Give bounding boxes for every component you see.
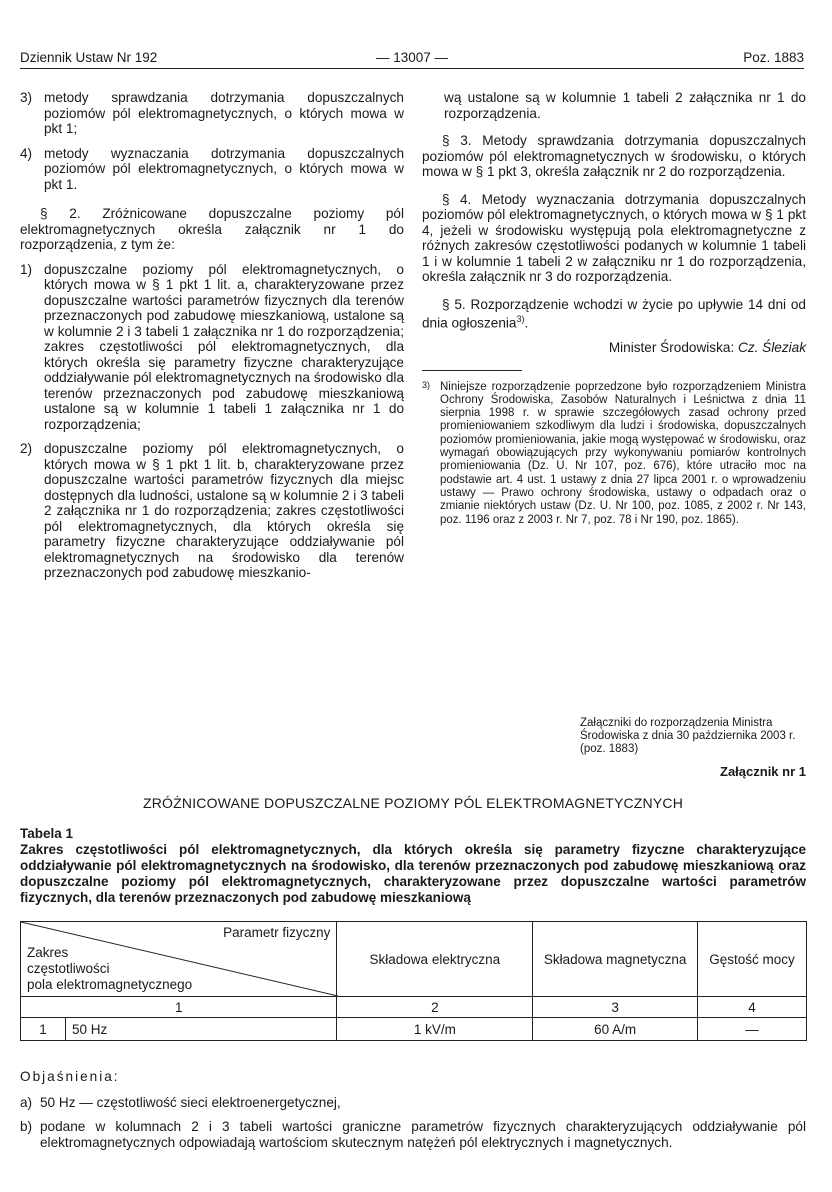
list-item: a) 50 Hz — częstotliwość sieci elektroenergetycznej, xyxy=(20,1095,341,1110)
list-item: 1) dopuszczalne poziomy pól elektromagnetycznych, o których mowa w § 1 pkt 1 lit. a, charakteryzowane przez dopuszczalne wartości parametrów fizycznych dla terenów przeznaczonych pod zabudowę mieszkaniową, ustalone są w kolumnie 2 i 3 tabeli 1 załącznika nr 1 do rozporządzenia; zakres częstotliwości pól elektromagnetycznych, dla których określa się parametry fizyczne charakteryzujące oddziaływanie pól elektromagnetycznych na środowisko dla terenów przeznaczonych pod zabudowę mieszkaniową ustalone są w kolumnie 1 tabeli 1 załącznika nr 1 do rozporządzenia; xyxy=(20,261,404,432)
col-number: 4 xyxy=(698,997,807,1018)
header-magnetic: Składowa magnetyczna xyxy=(533,922,698,997)
right-column xyxy=(422,90,806,527)
explanations-title: Objaśnienia: xyxy=(20,1069,120,1084)
paragraph-5: § 5. Rozporządzenie wchodzi w życie po upływie 14 dni od dnia ogłoszenia$^{3)}$. xyxy=(422,296,806,331)
journal-title: Dziennik Ustaw Nr 192 xyxy=(20,50,158,65)
footnote-divider xyxy=(422,370,522,371)
row-range: 50 Hz xyxy=(65,1018,337,1041)
corner-bottom-label: Zakres częstotliwości pola elektromagnetycznego xyxy=(27,945,193,992)
table-label: Tabela 1 xyxy=(20,826,74,841)
explanations xyxy=(20,1069,806,1159)
row-electric: 1 kV/m xyxy=(337,1018,533,1041)
list-item: 2) dopuszczalne poziomy pól elektromagnetycznych, o których mowa w § 1 pkt 1 lit. b, charakteryzowane przez dopuszczalne wartości parametrów fizycznych dla miejsc dostępnych dla ludności, ustalone są w kolumnie 2 i 3 tabeli 2 załącznika nr 1 do rozporządzenia; zakres częstotliwości pól elektromagnetycznych, dla których określa się parametry fizyczne charakteryzujące oddziaływanie pól elektromagnetycznych na środowisko dla terenów przeznaczonych pod zabudowę mieszkanio- xyxy=(20,441,404,580)
row-magnetic: 60 A/m xyxy=(533,1018,698,1041)
corner-top-label: Parametr fizyczny xyxy=(223,925,331,940)
table-row xyxy=(21,1018,807,1041)
page-header xyxy=(20,50,804,69)
col-number: 3 xyxy=(533,997,698,1018)
position-number: Poz. 1883 xyxy=(743,50,804,65)
limits-table xyxy=(20,921,807,1041)
annex-number: Załącznik nr 1 xyxy=(720,764,806,779)
table-corner-cell xyxy=(21,922,337,997)
list-item: 4) metody wyznaczania dotrzymania dopuszczalnych poziomów pól elektromagnetycznych, o których mowa w pkt 1. xyxy=(20,145,404,192)
paragraph-4: § 4. Metody wyznaczania dotrzymania dopuszczalnych poziomów pól elektromagnetycznych, o których mowa w § 1 pkt 4, jeżeli w środowisku występują pola elektromagnetyczne z różnych zakresów częstotliwości podanych w kolumnie 1 tabeli 1 i w kolumnie 1 tabeli 2 w załączniku nr 1 do rozporządzenia, określa załącznik nr 3 do rozporządzenia. xyxy=(422,191,806,284)
header-power: Gęstość mocy xyxy=(698,922,807,997)
table-caption: Zakres częstotliwości pól elektromagnetycznych, dla których określa się parametry fizyczne charakteryzujące oddziaływanie pól elektromagnetycznych na środowisko, dla terenów przeznaczonych pod zabudowę mieszkaniową oraz dopuszczalne poziomy pól elektromagnetycznych, charakteryzowane przez dopuszczalne wartości parametrów fizycznych, dla terenów przeznaczonych pod zabudowę mieszkaniową xyxy=(20,842,806,905)
footnote-ref: 3) xyxy=(516,314,525,324)
list-item: 3) metody sprawdzania dotrzymania dopuszczalnych poziomów pól elektromagnetycznych, o których mowa w pkt 1; xyxy=(20,90,404,136)
annex-title: ZRÓŻNICOWANE DOPUSZCZALNE POZIOMY PÓL ELEKTROMAGNETYCZNYCH xyxy=(142,795,684,811)
col-number: 1 xyxy=(21,997,337,1018)
footnote: 3) Niniejsze rozporządzenie poprzedzone było rozporządzeniem Ministra Ochrony Środowiska, Zasobów Naturalnych i Leśnictwa z dnia 11 sierpnia 1998 r. w sprawie szczegółowych zasad ochrony przed promieniowaniem szkodliwym dla ludzi i środowiska, dopuszczalnych poziomów promieniowania, jakie mogą występować w środowisku, oraz wymagań obowiązujących przy wykonywaniu pomiarów kontrolnych promieniowania (Dz. U. Nr 107, poz. 676), które utraciło moc na podstawie art. 4 ust. 1 ustawy z dnia 27 lipca 2001 r. o wprowadzeniu ustawy — Prawo ochrony środowiska, ustawy o odpadach oraz o zmianie niektórych ustaw (Dz. U. Nr 100, poz. 1085, z 2002 r. Nr 143, poz. 1196 oraz z 2003 r. Nr 7, poz. 78 i Nr 190, poz. 1865). xyxy=(422,379,806,526)
paragraph-2: § 2. Zróżnicowane dopuszczalne poziomy pól elektromagnetycznych określa załącznik nr 1 do rozporządzenia, z tym że: xyxy=(20,206,404,252)
row-power: — xyxy=(698,1018,807,1041)
header-electric: Składowa elektryczna xyxy=(337,922,533,997)
signature: Minister Środowiska: Cz. Śleziak xyxy=(608,340,806,356)
annex-reference: Załączniki do rozporządzenia Ministra Środowiska z dnia 30 października 2003 r. (poz. 1883) xyxy=(580,717,796,755)
col-number: 2 xyxy=(337,997,533,1018)
paragraph-3: § 3. Metody sprawdzania dotrzymania dopuszczalnych poziomów pól elektromagnetycznych w środowisku, o których mowa w § 1 pkt 3, określa załącznik nr 2 do rozporządzenia. xyxy=(422,133,806,179)
page-number: — 13007 — xyxy=(375,50,449,65)
left-column xyxy=(20,90,404,590)
row-lp: 1 xyxy=(21,1018,66,1041)
continuation-text: wą ustalone są w kolumnie 1 tabeli 2 załącznika nr 1 do rozporządzenia. xyxy=(444,90,806,121)
list-item: b) podane w kolumnach 2 i 3 tabeli wartości graniczne parametrów fizycznych charakteryzujących oddziaływanie pól elektromagnetycznych odpowiadają wartościom skutecznym natężeń pól elektrycznych i magnetycznych. xyxy=(20,1119,806,1150)
